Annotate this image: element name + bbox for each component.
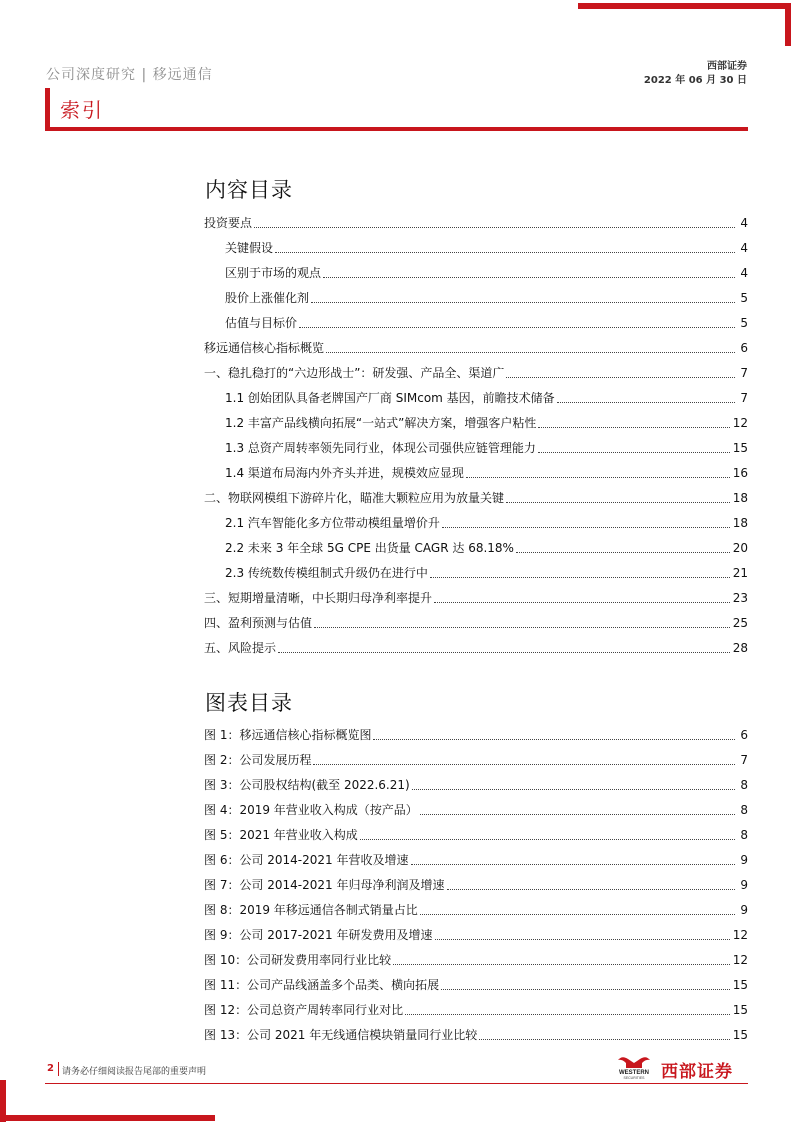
toc-entry-page: 18 [732, 516, 748, 530]
figure-entry[interactable] [204, 793, 748, 818]
footer-disclaimer: 请务必仔细阅读报告尾部的重要声明 [62, 1067, 207, 1077]
toc-entry[interactable] [204, 431, 748, 456]
corner-decoration-bottom-horizontal [0, 1115, 215, 1121]
figure-entry-page: 7 [740, 753, 748, 767]
figure-entry-page: 9 [740, 853, 748, 867]
footer-page-number: 2 [47, 1063, 54, 1074]
toc-entry-page: 5 [740, 291, 748, 305]
toc-entry-title: 2.2 未来 3 年全球 5G CPE 出货量 CAGR 达 68.18% [225, 541, 514, 555]
dot-leader [393, 963, 730, 965]
figure-entry-title: 图 7：公司 2014-2021 年归母净利润及增速 [204, 878, 445, 892]
dot-leader [420, 813, 735, 815]
figure-entry[interactable] [204, 768, 748, 793]
toc-entry-title: 移远通信核心指标概览 [204, 341, 325, 355]
corner-decoration-bottom-vertical [0, 1080, 6, 1122]
toc-entry-page: 28 [732, 641, 748, 655]
toc-entry[interactable] [204, 381, 748, 406]
dot-leader [447, 888, 736, 890]
figure-entry-title: 图 13：公司 2021 年无线通信模块销量同行业比较 [204, 1028, 478, 1042]
figure-entry-page: 8 [740, 803, 748, 817]
dot-leader [254, 226, 735, 228]
toc-entry-page: 4 [740, 266, 748, 280]
toc-entry-page: 18 [732, 491, 748, 505]
dot-leader [442, 526, 730, 528]
dot-leader [373, 738, 735, 740]
index-divider [45, 127, 748, 131]
toc-entry[interactable] [204, 206, 748, 231]
figure-entry-title: 图 10：公司研发费用率同行业比较 [204, 953, 392, 967]
toc-entry-page: 21 [732, 566, 748, 580]
dot-leader [434, 601, 730, 603]
dot-leader [466, 476, 730, 478]
header-brand: 西部证券 [707, 61, 747, 72]
toc-entry[interactable] [204, 531, 748, 556]
toc-entry-page: 20 [732, 541, 748, 555]
dot-leader [506, 376, 735, 378]
figure-entry[interactable] [204, 943, 748, 968]
toc-entry-title: 投资要点 [204, 216, 253, 230]
bull-logo-icon [612, 1054, 656, 1080]
toc-entry-page: 4 [740, 241, 748, 255]
dot-leader [313, 763, 735, 765]
toc-entry[interactable] [204, 456, 748, 481]
dot-leader [405, 1013, 730, 1015]
figure-entry-title: 图 11：公司产品线涵盖多个品类、横向拓展 [204, 978, 440, 992]
toc-entry[interactable] [204, 481, 748, 506]
figure-entry-page: 9 [740, 878, 748, 892]
toc-entry-title: 关键假设 [225, 241, 274, 255]
toc-entry[interactable] [204, 606, 748, 631]
toc-entry-title: 股价上涨催化剂 [225, 291, 310, 305]
corner-decoration-top-vertical [785, 3, 791, 46]
dot-leader [278, 651, 730, 653]
toc-entry-page: 6 [740, 341, 748, 355]
footer-separator [58, 1062, 59, 1076]
figure-entry-page: 15 [732, 978, 748, 992]
dot-leader [411, 863, 736, 865]
figure-entry[interactable] [204, 743, 748, 768]
logo-western-text: WESTERN [619, 1070, 649, 1076]
toc-entry[interactable] [204, 281, 748, 306]
dot-leader [538, 451, 730, 453]
toc-entry-title: 1.4 渠道布局海内外齐头并进，规模效应显现 [225, 466, 464, 480]
dot-leader [275, 251, 735, 253]
figure-entry[interactable] [204, 868, 748, 893]
dot-leader [557, 401, 735, 403]
dot-leader [538, 426, 729, 428]
toc-entry-title: 一、稳扎稳打的“六边形战士”：研发强、产品全、渠道广 [204, 366, 505, 380]
figure-entry-title: 图 3：公司股权结构(截至 2022.6.21) [204, 778, 410, 792]
toc-entry-page: 7 [740, 366, 748, 380]
toc-entry[interactable] [204, 631, 748, 656]
index-title: 索引 [60, 98, 104, 122]
figure-entry[interactable] [204, 893, 748, 918]
dot-leader [435, 938, 730, 940]
dot-leader [506, 501, 730, 503]
figure-entry-title: 图 5：2021 年营业收入构成 [204, 828, 358, 842]
toc-entry-title: 2.3 传统数传模组制式升级仍在进行中 [225, 566, 428, 580]
toc-entry[interactable] [204, 356, 748, 381]
dot-leader [314, 626, 730, 628]
figure-entry-title: 图 6：公司 2014-2021 年营收及增速 [204, 853, 409, 867]
logo-securities-text: SECURITIES [623, 1076, 645, 1080]
figure-entry[interactable] [204, 968, 748, 993]
toc-entry-title: 1.2 丰富产品线横向拓展“一站式”解决方案，增强客户粘性 [225, 416, 537, 430]
toc-entry-page: 15 [732, 441, 748, 455]
figure-entry[interactable] [204, 818, 748, 843]
figure-entry-title: 图 9：公司 2017-2021 年研发费用及增速 [204, 928, 433, 942]
dot-leader [412, 788, 735, 790]
figure-entry-page: 15 [732, 1003, 748, 1017]
index-accent-bar [45, 88, 50, 130]
toc-entry-title: 2.1 汽车智能化多方位带动模组量增价升 [225, 516, 440, 530]
toc-entry[interactable] [204, 231, 748, 256]
dot-leader [430, 576, 730, 578]
toc-entry[interactable] [204, 331, 748, 356]
figure-entry-page: 6 [740, 728, 748, 742]
figure-entry-page: 12 [732, 928, 748, 942]
logo-text: 西部证券 [661, 1062, 733, 1082]
figure-entry-page: 15 [732, 1028, 748, 1042]
toc-entry-page: 12 [732, 416, 748, 430]
toc-entry-title: 估值与目标价 [225, 316, 298, 330]
figure-entry-page: 9 [740, 903, 748, 917]
toc-entry-page: 23 [732, 591, 748, 605]
figure-entry-page: 8 [740, 778, 748, 792]
figure-entry[interactable] [204, 993, 748, 1018]
toc-entry-title: 区别于市场的观点 [225, 266, 322, 280]
figure-entry-title: 图 1：移远通信核心指标概览图 [204, 728, 372, 742]
figure-entry[interactable] [204, 718, 748, 743]
figure-entry[interactable] [204, 843, 748, 868]
dot-leader [299, 326, 735, 328]
figures-list [204, 718, 748, 1043]
figure-entry[interactable] [204, 1018, 748, 1043]
toc-entry-title: 二、物联网模组下游碎片化，瞄准大颗粒应用为放量关键 [204, 491, 505, 505]
toc-entry-title: 1.3 总资产周转率领先同行业，体现公司强供应链管理能力 [225, 441, 536, 455]
header-date: 2022 年 06 月 30 日 [643, 75, 747, 86]
figure-entry-title: 图 8：2019 年移远通信各制式销量占比 [204, 903, 418, 917]
figure-entry-page: 12 [732, 953, 748, 967]
toc-entry-page: 5 [740, 316, 748, 330]
footer-divider [45, 1083, 748, 1084]
toc-entry-page: 4 [740, 216, 748, 230]
figure-entry-page: 8 [740, 828, 748, 842]
figure-entry-title: 图 12：公司总资产周转率同行业对比 [204, 1003, 404, 1017]
toc-entry[interactable] [204, 406, 748, 431]
dot-leader [479, 1038, 729, 1040]
toc-entry-page: 7 [740, 391, 748, 405]
header-report-type: 公司深度研究 | 移远通信 [46, 67, 213, 83]
corner-decoration-top-horizontal [578, 3, 791, 9]
toc-entry[interactable] [204, 506, 748, 531]
figure-entry-title: 图 4：2019 年营业收入构成（按产品） [204, 803, 418, 817]
toc-entry[interactable] [204, 256, 748, 281]
figure-entry-title: 图 2：公司发展历程 [204, 753, 312, 767]
dot-leader [360, 838, 735, 840]
dot-leader [311, 301, 735, 303]
toc-entry[interactable] [204, 581, 748, 606]
dot-leader [441, 988, 730, 990]
toc-entry-title: 四、盈利预测与估值 [204, 616, 313, 630]
figure-entry[interactable] [204, 918, 748, 943]
toc-entry-title: 1.1 创始团队具备老牌国产厂商 SIMcom 基因，前瞻技术储备 [225, 391, 555, 405]
toc-entry-page: 16 [732, 466, 748, 480]
toc-entry[interactable] [204, 306, 748, 331]
toc-list [204, 206, 748, 656]
toc-title: 内容目录 [205, 178, 293, 202]
toc-entry[interactable] [204, 556, 748, 581]
toc-entry-page: 25 [732, 616, 748, 630]
toc-entry-title: 五、风险提示 [204, 641, 277, 655]
toc-entry-title: 三、短期增量清晰，中长期归母净利率提升 [204, 591, 433, 605]
figures-title: 图表目录 [205, 691, 293, 715]
dot-leader [323, 276, 735, 278]
dot-leader [516, 551, 730, 553]
dot-leader [420, 913, 735, 915]
dot-leader [326, 351, 735, 353]
